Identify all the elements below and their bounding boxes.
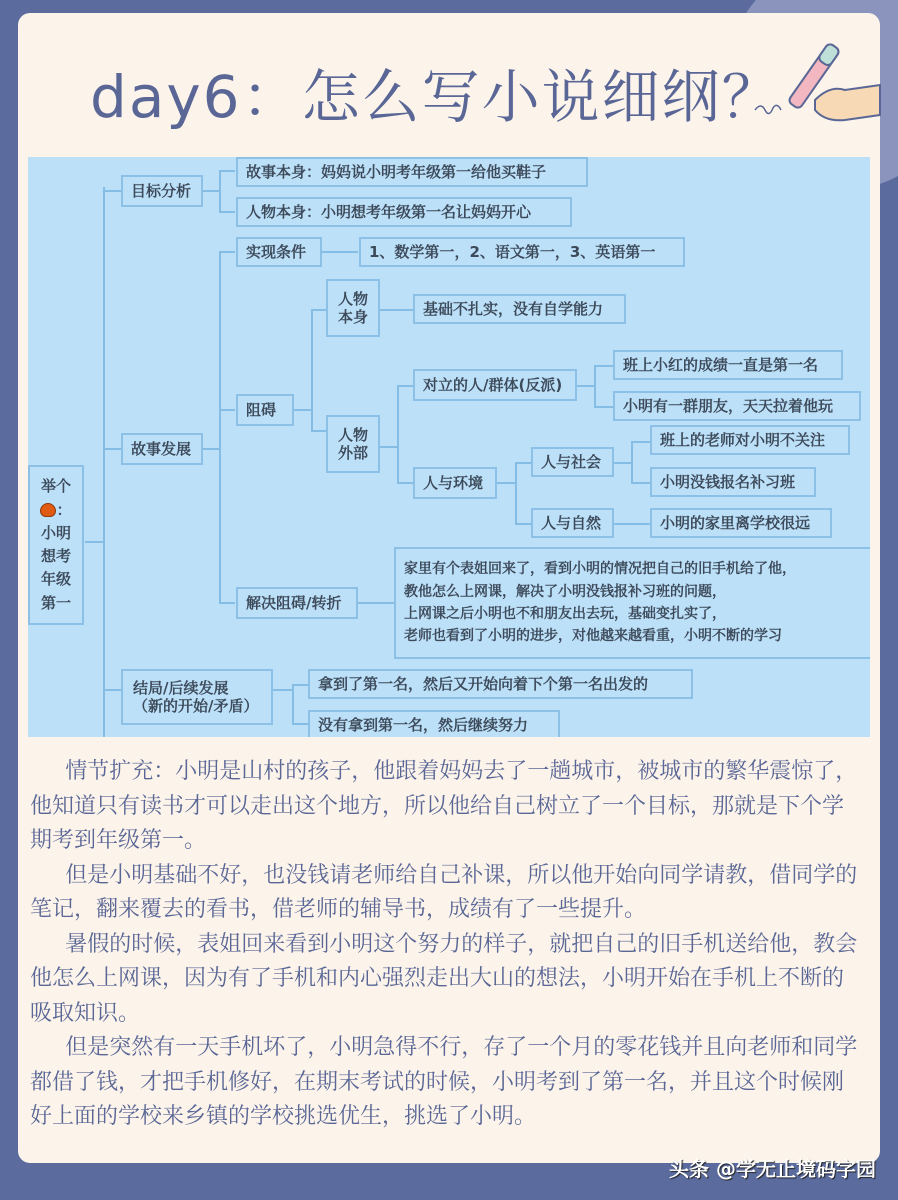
connector-line bbox=[311, 430, 327, 432]
node-ending[interactable] bbox=[121, 669, 273, 725]
connector-line bbox=[219, 211, 235, 213]
connector-line bbox=[594, 406, 614, 408]
connector-line bbox=[320, 251, 358, 253]
connector-line bbox=[292, 409, 312, 411]
node-resolution-detail[interactable] bbox=[394, 547, 870, 659]
node-goal-character[interactable]: 人物本身：小明想考年级第一名让妈妈开心 bbox=[236, 197, 572, 227]
node-opponent-child[interactable]: 小明有一群朋友，天天拉着他玩 bbox=[613, 391, 861, 421]
connector-line bbox=[103, 190, 123, 192]
story-paragraph: 情节扩充：小明是山村的孩子，他跟着妈妈去了一趟城市，被城市的繁华震惊了，他知道只有读书才可以走出这个地方，所以他给自己树立了一个目标，那就是下个学期考到年级第一。 bbox=[30, 759, 858, 853]
node-obstacle-external[interactable] bbox=[326, 415, 380, 473]
connector-line bbox=[219, 251, 221, 603]
connector-line bbox=[378, 446, 398, 448]
connector-line bbox=[515, 462, 517, 524]
connector-line bbox=[612, 462, 632, 464]
connector-line bbox=[515, 462, 531, 464]
node-line: 老师也看到了小明的进步，对他越来越看重，小明不断的学习 bbox=[404, 628, 782, 645]
connector-line bbox=[496, 482, 516, 484]
node-nature[interactable]: 人与自然 bbox=[531, 508, 614, 538]
root-line: 举个 bbox=[40, 477, 71, 496]
node-line: 上网课之后小明也不和朋友出去玩，基础变扎实了， bbox=[404, 606, 726, 622]
mind-map bbox=[28, 157, 870, 737]
node-line: （新的开始/矛盾） bbox=[133, 697, 259, 715]
connector-line bbox=[631, 482, 651, 484]
connector-line bbox=[594, 365, 614, 367]
node-line: 家里有个表姐回来了，看到小明的情况把自己的旧手机给了他， bbox=[404, 561, 796, 578]
connector-line bbox=[103, 689, 123, 691]
connector-line bbox=[219, 409, 235, 411]
node-story-development[interactable]: 故事发展 bbox=[121, 433, 203, 465]
node-line: 教他怎么上网课，解决了小明没钱报补习班的问题， bbox=[404, 583, 726, 600]
node-line: 结局/后续发展 bbox=[133, 679, 229, 697]
story-paragraph: 但是突然有一天手机坏了，小明急得不行，存了一个月的零花钱并且向老师和同学都借了钱，才把手机修好，在期末考试的时候，小明考到了第一名，并且这个时候刚好上面的学校来乡镇的学校挑选优生，挑选了小明。 bbox=[30, 1035, 858, 1129]
node-obstacle[interactable]: 阻碍 bbox=[236, 394, 294, 426]
story-paragraph: 但是小明基础不好，也没钱请老师给自己补课，所以他开始向同学请教，借同学的笔记，翻来覆去的看书，借老师的辅导书，成绩有了一些提升。 bbox=[30, 862, 858, 922]
connector-line bbox=[515, 523, 531, 525]
connector-line bbox=[219, 170, 221, 213]
connector-line bbox=[292, 723, 308, 725]
node-line: 本身 bbox=[337, 308, 368, 326]
connector-line bbox=[631, 441, 633, 483]
connector-line bbox=[631, 441, 651, 443]
root-line: ： bbox=[40, 499, 71, 522]
node-condition-detail[interactable]: 1、数学第一，2、语文第一，3、英语第一 bbox=[359, 237, 685, 267]
connector-line bbox=[356, 602, 396, 604]
watermark: 头条 @学无止境码字园 bbox=[669, 1157, 876, 1181]
connector-line bbox=[292, 684, 294, 724]
node-line: 外部 bbox=[337, 444, 368, 462]
node-line: 人物 bbox=[337, 426, 368, 444]
connector-line bbox=[103, 187, 105, 737]
connector-line bbox=[612, 523, 652, 525]
connector-line bbox=[378, 309, 414, 311]
node-society-child[interactable]: 班上的老师对小明不关注 bbox=[650, 425, 850, 455]
node-goal-story[interactable]: 故事本身：妈妈说小明考年级第一给他买鞋子 bbox=[236, 157, 588, 187]
node-opponent-child[interactable]: 班上小红的成绩一直是第一名 bbox=[613, 350, 843, 380]
node-environment[interactable]: 人与环境 bbox=[413, 467, 497, 499]
node-resolution[interactable]: 解决阻碍/转折 bbox=[236, 587, 358, 619]
story-text bbox=[30, 755, 860, 1135]
connector-line bbox=[575, 385, 595, 387]
connector-line bbox=[273, 689, 293, 691]
node-ending-child[interactable]: 没有拿到第一名，然后继续努力 bbox=[308, 710, 560, 737]
node-obstacle-self[interactable] bbox=[326, 279, 380, 337]
node-obstacle-self-detail[interactable]: 基础不扎实，没有自学能力 bbox=[413, 294, 626, 324]
root-line: 第一 bbox=[40, 593, 71, 612]
story-paragraph: 暑假的时候，表姐回来看到小明这个努力的样子，就把自己的旧手机送给他，教会他怎么上网课，因为有了手机和内心强烈走出大山的想法，小明开始在手机上不断的吸取知识。 bbox=[30, 931, 858, 1026]
connector-line bbox=[311, 309, 313, 431]
connector-line bbox=[219, 251, 235, 253]
connector-line bbox=[311, 309, 327, 311]
node-goal-analysis[interactable]: 目标分析 bbox=[121, 175, 203, 207]
pen-hand-icon bbox=[745, 30, 885, 130]
connector-line bbox=[594, 365, 596, 407]
connector-line bbox=[397, 385, 399, 483]
connector-line bbox=[292, 684, 308, 686]
root-line: 想考 bbox=[40, 547, 71, 565]
node-opponent[interactable]: 对立的人/群体(反派) bbox=[413, 369, 577, 401]
connector-line bbox=[219, 170, 235, 172]
node-line: 人物 bbox=[337, 290, 368, 308]
connector-line bbox=[219, 602, 235, 604]
chestnut-icon bbox=[40, 503, 56, 517]
node-nature-child[interactable]: 小明的家里离学校很远 bbox=[650, 508, 832, 538]
root-node[interactable] bbox=[28, 465, 84, 625]
page-title: day6：怎么写小说细纲？ bbox=[90, 63, 782, 131]
connector-line bbox=[397, 482, 413, 484]
node-society-child[interactable]: 小明没钱报名补习班 bbox=[650, 467, 816, 497]
node-ending-child[interactable]: 拿到了第一名，然后又开始向着下个第一名出发的 bbox=[308, 669, 693, 699]
connector-line bbox=[397, 385, 413, 387]
connector-line bbox=[201, 190, 219, 192]
connector-line bbox=[85, 541, 103, 543]
node-condition[interactable]: 实现条件 bbox=[236, 237, 322, 267]
node-society[interactable]: 人与社会 bbox=[531, 447, 614, 477]
root-line: 小明 bbox=[40, 523, 71, 542]
root-line: 年级 bbox=[40, 570, 71, 589]
connector-line bbox=[103, 448, 123, 450]
connector-line bbox=[201, 448, 219, 450]
